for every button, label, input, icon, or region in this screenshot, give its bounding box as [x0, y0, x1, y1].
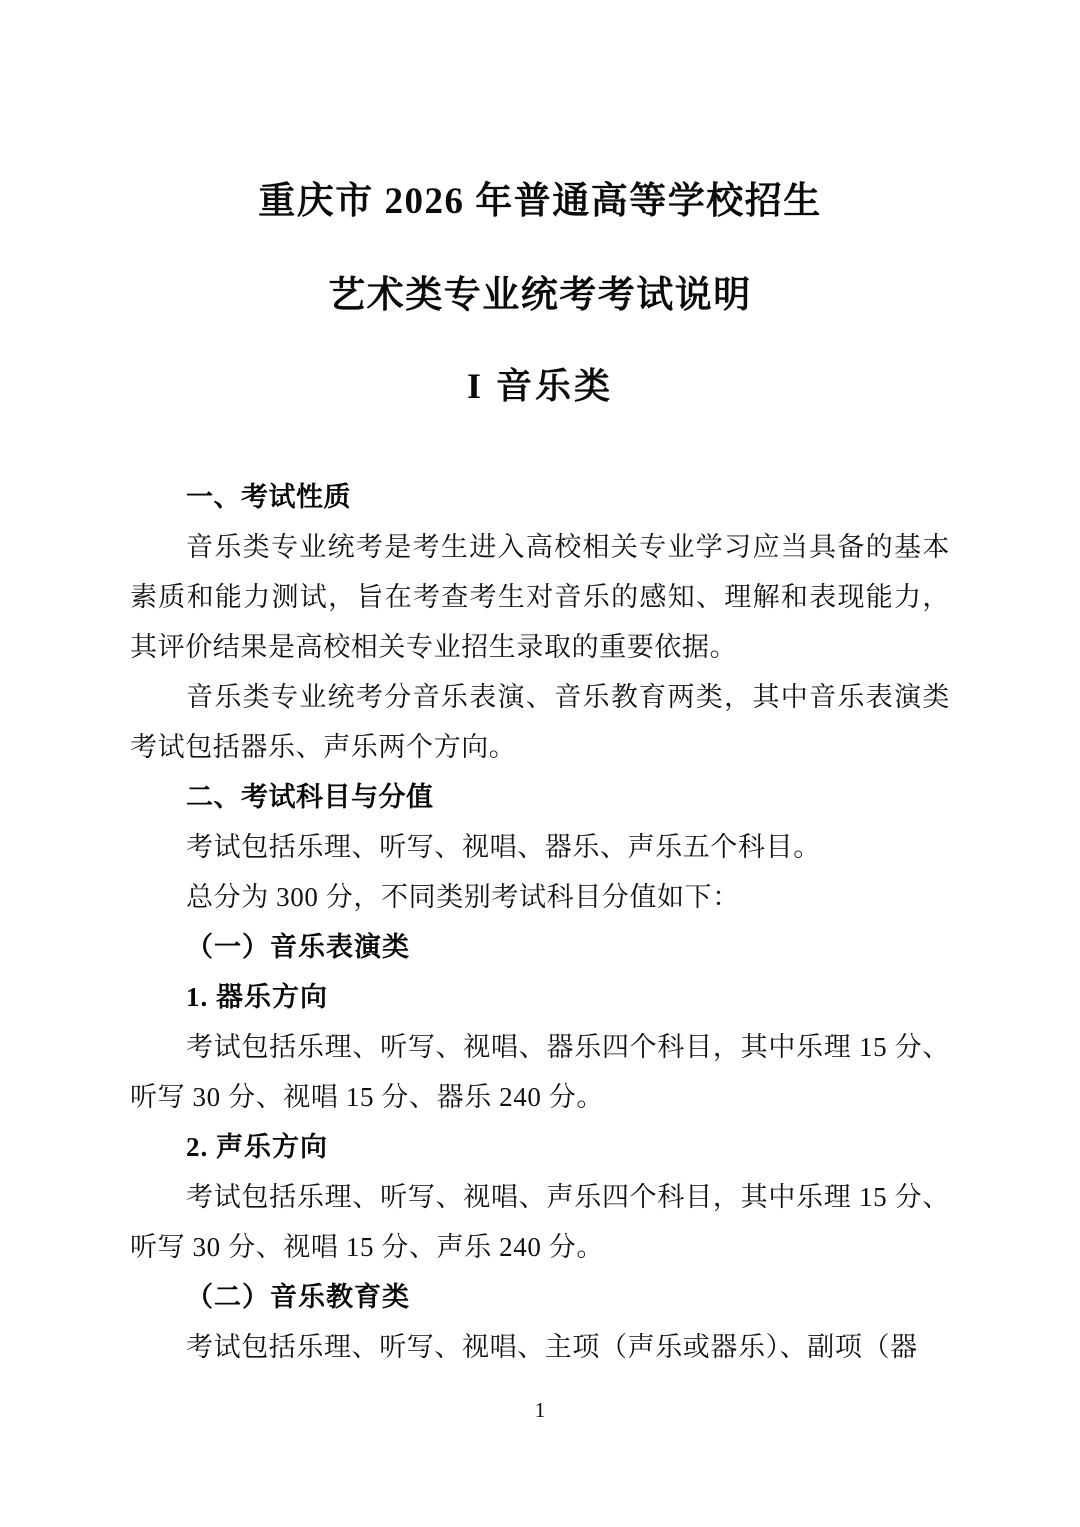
- section-2-paragraph-1: 考试包括乐理、听写、视唱、器乐、声乐五个科目。: [186, 832, 821, 862]
- document-title: [130, 155, 950, 343]
- document-body: [130, 472, 950, 1372]
- subsection-1-item-1-heading: 1. 器乐方向: [186, 982, 328, 1012]
- document-title-line-2: 艺术类专业统考考试说明: [328, 275, 752, 316]
- section-heading-1: 一、考试性质: [186, 482, 351, 512]
- subsection-1-item-2-heading: 2. 声乐方向: [186, 1132, 328, 1162]
- subsection-2-item-1-paragraph: 考试包括乐理、听写、视唱、主项（声乐或器乐）、副项（器: [186, 1332, 918, 1362]
- subsection-heading-1: （一）音乐表演类: [186, 932, 410, 962]
- section-1-paragraph-1: 音乐类专业统考是考生进入高校相关专业学习应当具备的基本素质和能力测试，旨在考查考生对音乐的感知、理解和表现能力，其评价结果是高校相关专业招生录取的重要依据。: [130, 532, 950, 662]
- section-1-paragraph-2: 音乐类专业统考分音乐表演、音乐教育两类，其中音乐表演类考试包括器乐、声乐两个方向。: [130, 682, 950, 762]
- section-2-paragraph-2: 总分为 300 分，不同类别考试科目分值如下：: [186, 882, 740, 912]
- subsection-heading-2: （二）音乐教育类: [186, 1282, 410, 1312]
- subsection-1-item-2-paragraph: 考试包括乐理、听写、视唱、声乐四个科目，其中乐理 15 分、听写 30 分、视唱 15 分、声乐 240 分。: [130, 1182, 950, 1262]
- section-heading-2: 二、考试科目与分值: [186, 782, 434, 812]
- document-title-line-1: 重庆市 2026 年普通高等学校招生: [258, 181, 822, 222]
- subject-heading: I 音乐类: [466, 366, 613, 406]
- subsection-1-item-1-paragraph: 考试包括乐理、听写、视唱、器乐四个科目，其中乐理 15 分、听写 30 分、视唱 15 分、器乐 240 分。: [130, 1032, 950, 1112]
- page-number: 1: [534, 1398, 546, 1422]
